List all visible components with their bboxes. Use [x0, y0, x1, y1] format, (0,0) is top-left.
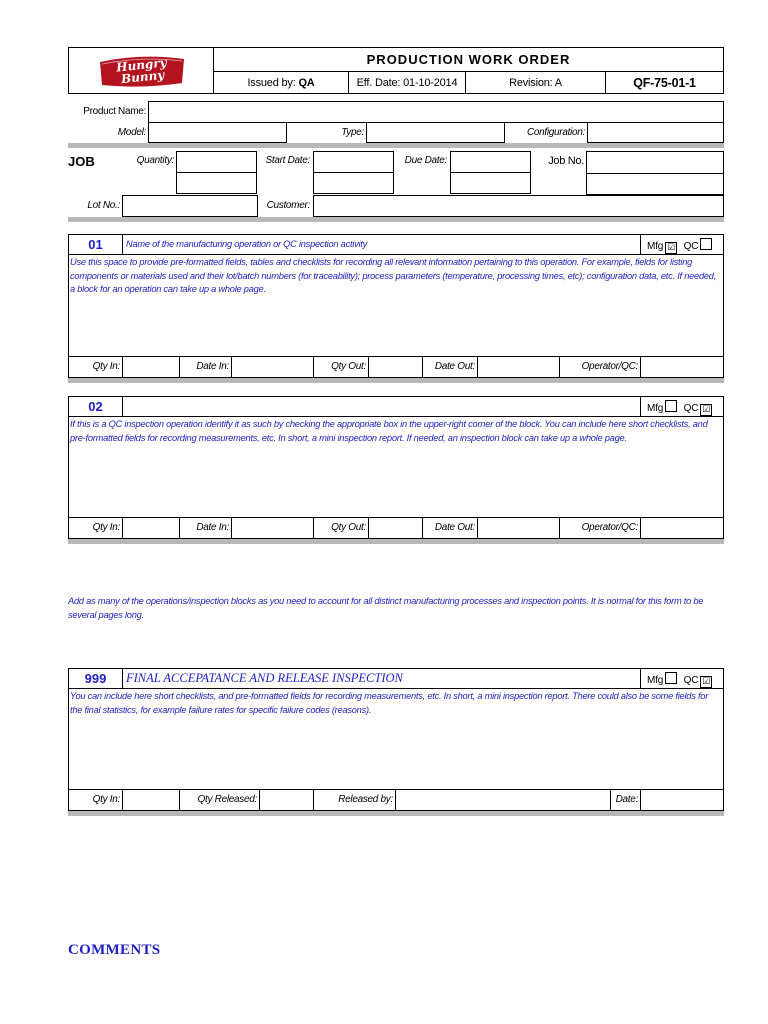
qty-out-field[interactable] [368, 356, 423, 378]
job-no-field-2[interactable] [586, 173, 724, 195]
mfg-qc-checkboxes [647, 672, 716, 688]
revision [465, 77, 606, 89]
customer-label: Customer: [266, 200, 310, 211]
qc-label: QC [683, 403, 699, 414]
qc-label: QC [683, 675, 699, 686]
qty-in-field[interactable] [122, 789, 180, 811]
op-title-cell[interactable] [122, 396, 641, 417]
comments-heading: COMMENTS [68, 942, 161, 958]
job-label: JOB [68, 154, 95, 169]
quantity-field-1[interactable] [176, 151, 257, 173]
type-label: Type: [341, 127, 364, 138]
op-description: Use this space to provide pre-formatted fields, tables and checklists for recording all relevant information pertaining to this operation. For example, fields for listing components or materials used and their lot/batch numbers (for traceability); process parameters (temperature, processing times, etc); configuration data, etc. If needed, a block for an operation can take up a whole page. [70, 257, 717, 294]
quantity-field-2[interactable] [176, 172, 257, 194]
hungry-bunny-logo [96, 53, 188, 89]
qty-in-field[interactable] [122, 356, 180, 378]
mfg-checkbox-checked-icon[interactable]: ☑ [665, 242, 677, 254]
date-in-field[interactable] [231, 517, 314, 539]
qc-checkbox-checked-icon[interactable]: ☑ [700, 676, 712, 688]
qc-checkbox-icon[interactable] [700, 238, 712, 250]
start-date-field-2[interactable] [313, 172, 394, 194]
date-label: Date: [615, 794, 638, 805]
qty-in-label: Qty In: [92, 794, 120, 805]
doc-code: QF-75-01-1 [633, 76, 696, 90]
mfg-qc-checkboxes [647, 238, 716, 254]
op-number: 02 [88, 399, 103, 414]
job-no-field-1[interactable] [586, 151, 724, 174]
date-in-label: Date In: [196, 522, 229, 533]
issued-by [213, 77, 349, 89]
job-no-label: Job No. [548, 155, 584, 167]
mfg-checkbox-icon[interactable] [665, 400, 677, 412]
op-title: Name of the manufacturing operation or QC inspection activity [126, 239, 368, 249]
section-divider [68, 217, 724, 222]
released-by-label: Released by: [338, 794, 393, 805]
qty-in-field[interactable] [122, 517, 180, 539]
date-in-field[interactable] [231, 356, 314, 378]
mfg-label: Mfg [647, 675, 664, 686]
op-description: If this is a QC inspection operation identify it as such by checking the appropriate box in the upper-right corner of the block. You can include here short checklists, and pre-formatted fields for recording measurements, etc. In short, a mini inspection report. If needed, an inspection block can take up a whole page. [70, 419, 708, 443]
operator-qc-field[interactable] [640, 356, 724, 378]
due-date-field-1[interactable] [450, 151, 531, 173]
mfg-checkbox-icon[interactable] [665, 672, 677, 684]
quantity-label: Quantity: [136, 155, 174, 166]
date-out-field[interactable] [477, 356, 560, 378]
mfg-label: Mfg [647, 241, 664, 252]
date-out-field[interactable] [477, 517, 560, 539]
op-number: 999 [84, 671, 107, 686]
date-in-label: Date In: [196, 361, 229, 372]
date-out-label: Date Out: [434, 361, 475, 372]
qty-out-label: Qty Out: [331, 522, 366, 533]
qty-released-field[interactable] [259, 789, 314, 811]
operator-qc-field[interactable] [640, 517, 724, 539]
operator-qc-label: Operator/QC: [581, 361, 638, 372]
op-description: You can include here short checklists, and pre-formatted fields for recording measurements, etc. In short, a mini inspection report. There could also be some fields for the final statistics, for example failure rates for specific failure codes (reasons). [70, 691, 709, 715]
product-name-field[interactable] [148, 101, 724, 123]
mfg-qc-checkboxes [647, 400, 716, 416]
start-date-field-1[interactable] [313, 151, 394, 173]
qty-released-label: Qty Released: [197, 794, 257, 805]
revision-label: Revision: [509, 77, 553, 89]
block-shadow [68, 378, 724, 383]
instruction-note: Add as many of the operations/inspection blocks as you need to account for all distinct manufacturing processes and inspection points. It is normal for this form to be several pages long. [68, 596, 704, 620]
due-date-field-2[interactable] [450, 172, 531, 194]
section-divider [68, 143, 724, 148]
qty-out-label: Qty Out: [331, 361, 366, 372]
lot-no-field[interactable] [122, 195, 258, 217]
eff-date: Eff. Date: 01-10-2014 [356, 77, 458, 89]
block-shadow [68, 811, 724, 816]
date-field[interactable] [640, 789, 724, 811]
logo-text: Hungry Bunny [115, 55, 168, 87]
date-out-label: Date Out: [434, 522, 475, 533]
block-shadow [68, 539, 724, 544]
issued-by-value: QA [298, 77, 315, 89]
released-by-field[interactable] [395, 789, 611, 811]
op-number: 01 [88, 237, 103, 252]
qc-label: QC [683, 241, 699, 252]
customer-field[interactable] [313, 195, 724, 217]
revision-value: A [554, 77, 562, 89]
model-label: Model: [117, 127, 146, 138]
op-title: FINAL ACCEPATANCE AND RELEASE INSPECTION [126, 671, 403, 685]
qty-in-label: Qty In: [92, 522, 120, 533]
due-date-label: Due Date: [404, 155, 447, 166]
page-title: PRODUCTION WORK ORDER [366, 52, 571, 67]
configuration-label: Configuration: [526, 127, 585, 138]
qty-in-label: Qty In: [92, 361, 120, 372]
configuration-field[interactable] [587, 122, 724, 143]
product-name-label: Product Name: [83, 106, 146, 117]
lot-no-label: Lot No.: [87, 200, 120, 211]
mfg-label: Mfg [647, 403, 664, 414]
qty-out-field[interactable] [368, 517, 423, 539]
model-field[interactable] [148, 122, 287, 143]
qc-checkbox-checked-icon[interactable]: ☑ [700, 404, 712, 416]
issued-by-label: Issued by: [247, 77, 296, 89]
type-field[interactable] [366, 122, 505, 143]
operator-qc-label: Operator/QC: [581, 522, 638, 533]
start-date-label: Start Date: [265, 155, 310, 166]
